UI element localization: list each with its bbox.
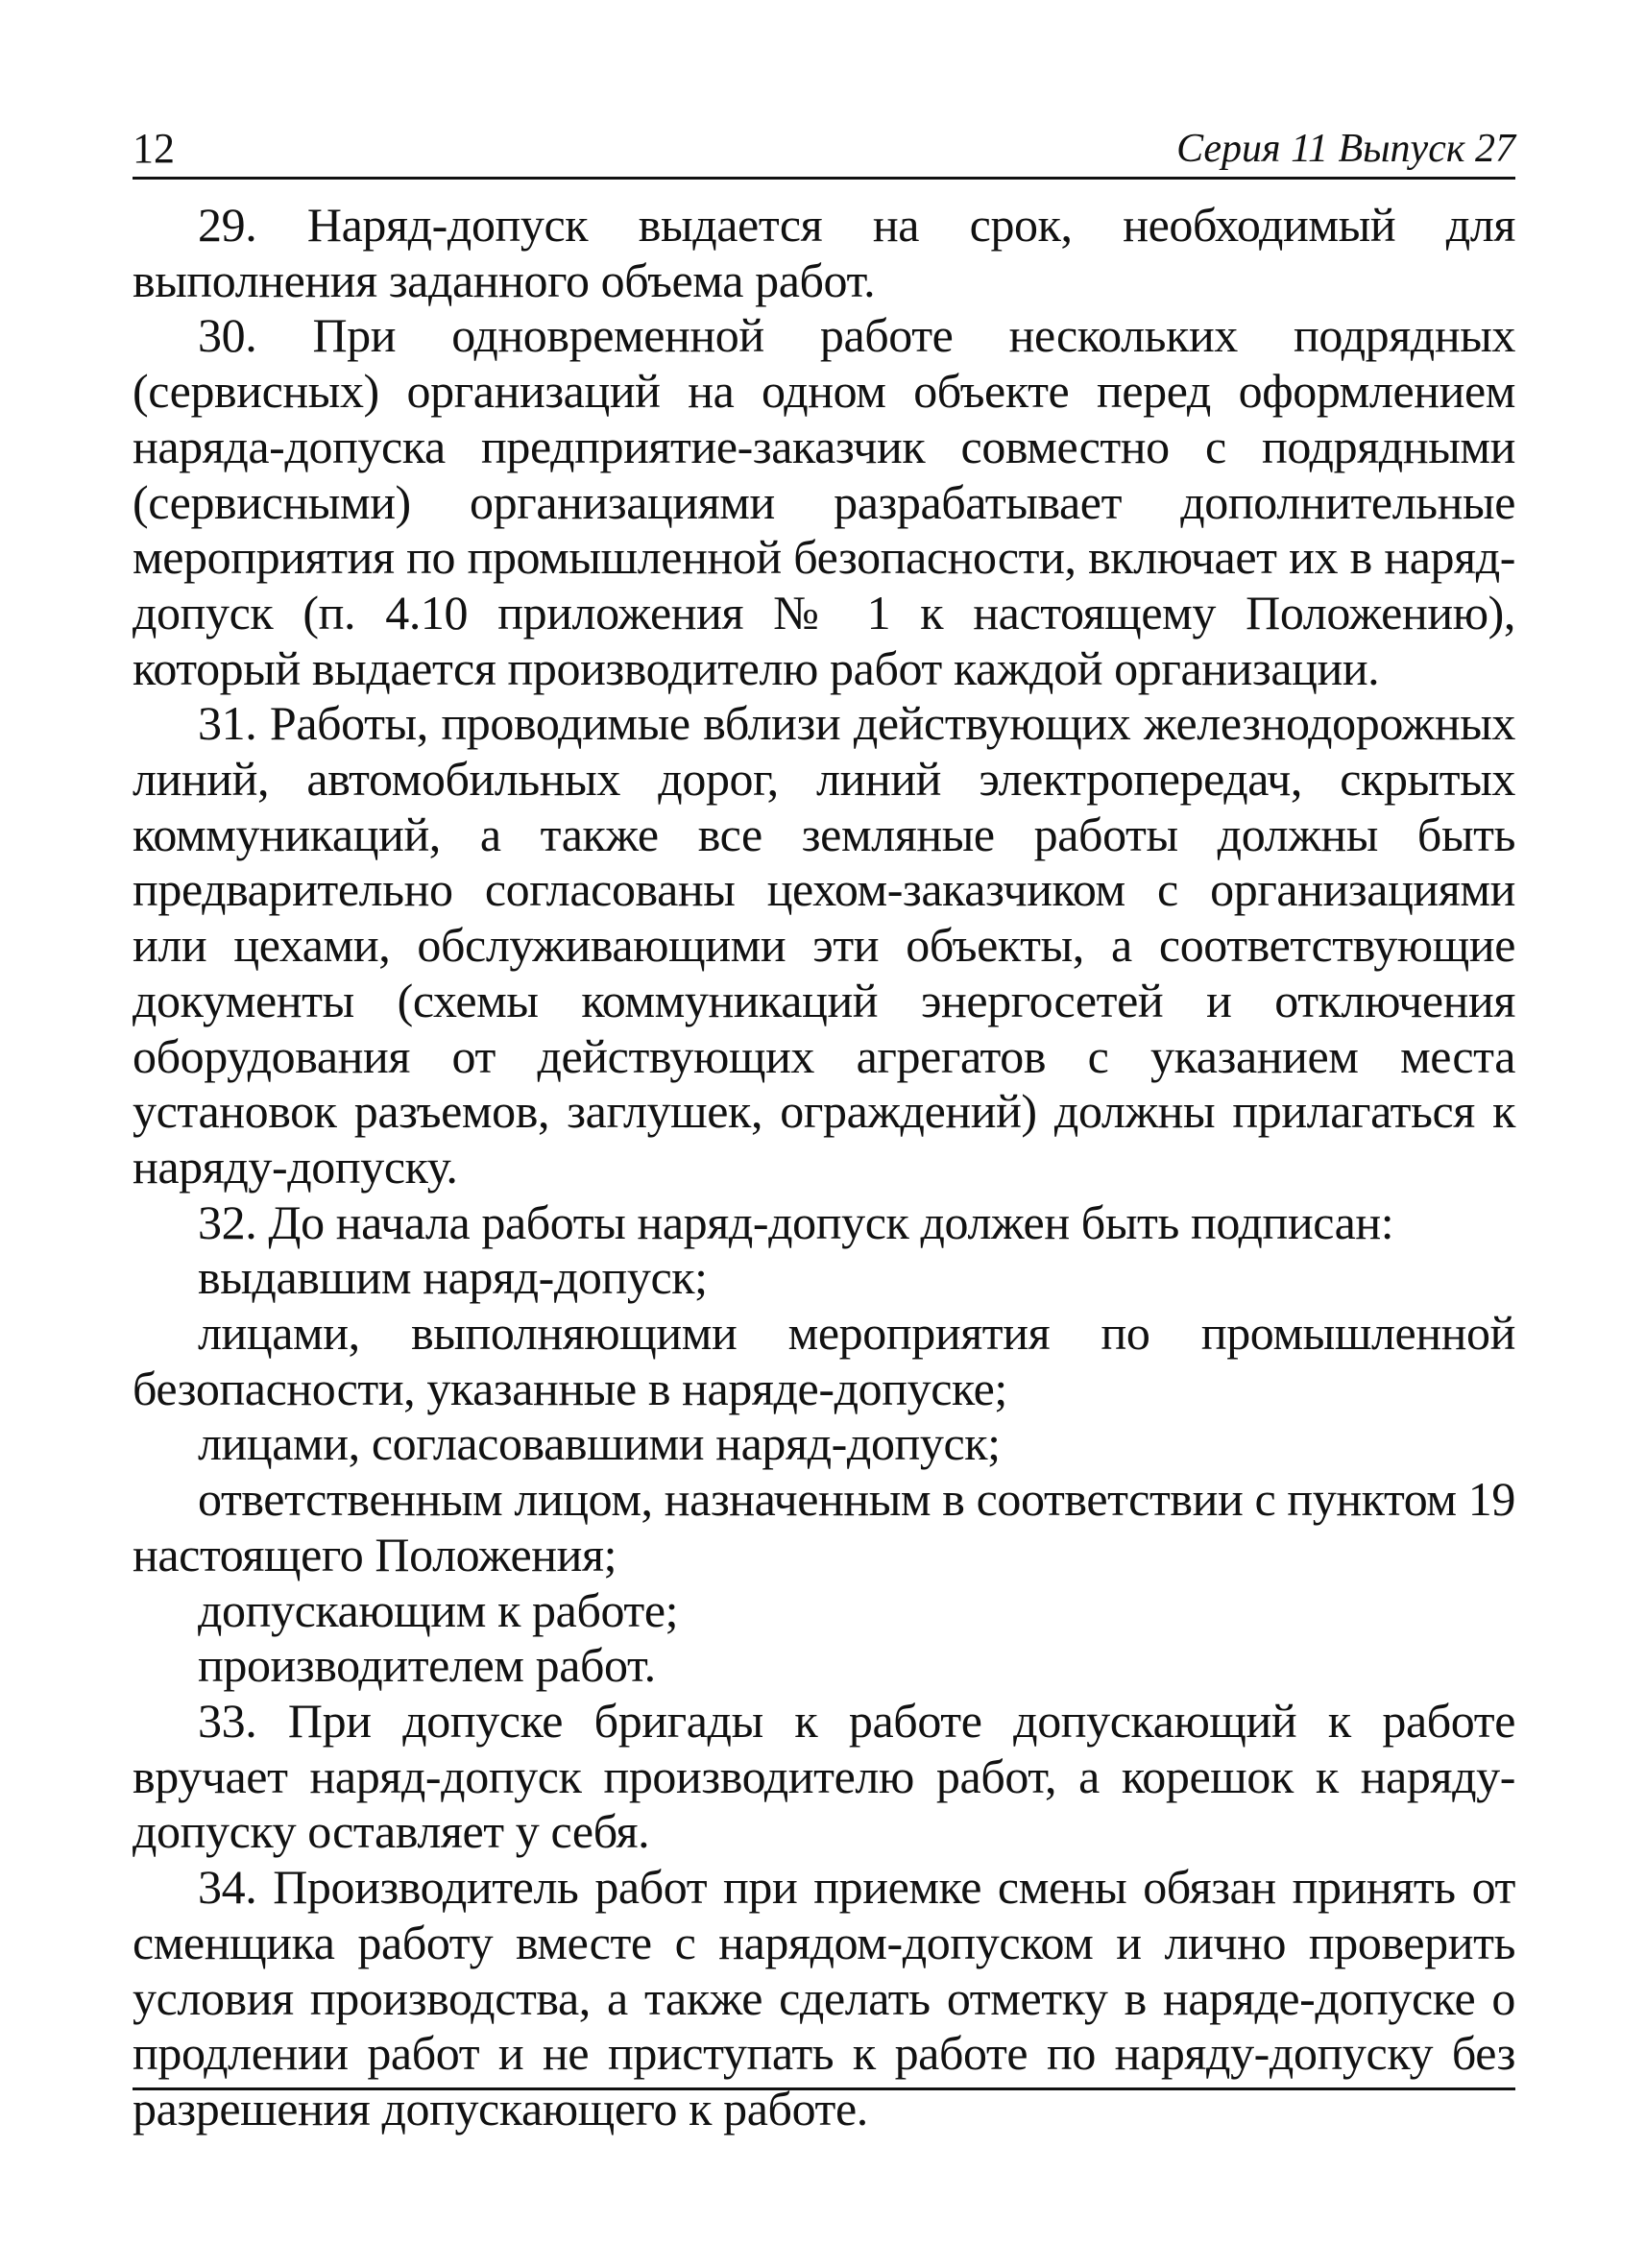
paragraph-29: 29. Наряд-допуск выдается на срок, необходимый для выполнения заданного объема работ. xyxy=(133,198,1515,307)
list-item: лицами, выполняющими мероприятия по промышленной безопасности, указанные в наряде-допуске; xyxy=(133,1306,1515,1415)
list-item: выдавшим наряд-допуск; xyxy=(198,1250,708,1305)
list-item: ответственным лицом, назначенным в соответствии с пунктом 19 настоящего Положения; xyxy=(133,1472,1515,1581)
paragraph-31: 31. Работы, проводимые вблизи действующих железнодорожных линий, автомобильных дорог, линий электропередач, скрытых коммуникаций, а также все земляные работы должны быть предварительно согласованы цехом-заказчиком с организациями или цехами, обслуживающими эти объекты, а соответствующие документы (схемы коммуникаций энергосетей и отключения оборудования от действующих агрегатов с указанием места установок разъемов, заглушек, ограждений) должны прилагаться к наряду-допуску. xyxy=(133,696,1515,1194)
page-header xyxy=(133,123,1515,180)
list-item: допускающим к работе; xyxy=(198,1582,679,1637)
page-number: 12 xyxy=(133,125,175,172)
paragraph-30: 30. При одновременной работе нескольких подрядных (сервисных) организаций на одном объекте перед оформлением наряда-допуска предприятие-заказчик совместно с подрядными (сервисными) организациями разрабатывает дополнительные мероприятия по промышленной безопасности, включает их в наряд-допуск (п. 4.10 приложения № 1 к настоящему Положению), который выдается производителю работ каждой организации. xyxy=(133,308,1515,695)
body-text xyxy=(133,198,1515,2137)
paragraph-32: 32. До начала работы наряд-допуск должен быть подписан: xyxy=(198,1194,1394,1249)
paragraph-33: 33. При допуске бригады к работе допускающий к работе вручает наряд-допуск производителю работ, а корешок к наряду-допуску оставляет у себя. xyxy=(133,1693,1515,1859)
list-item: лицами, согласовавшими наряд-допуск; xyxy=(198,1416,1001,1471)
running-head: Серия 11 Выпуск 27 xyxy=(1176,127,1515,171)
paragraph-34: 34. Производитель работ при приемке смены обязан принять от сменщика работу вместе с нарядом-допуском и лично проверить условия производства, а также сделать отметку в наряде-допуске о продлении работ и не приступать к работе по наряду-допуску без разрешения допускающего к работе. xyxy=(133,1860,1515,2135)
bottom-rule xyxy=(133,2087,1515,2090)
list-item: производителем работ. xyxy=(198,1638,656,1693)
